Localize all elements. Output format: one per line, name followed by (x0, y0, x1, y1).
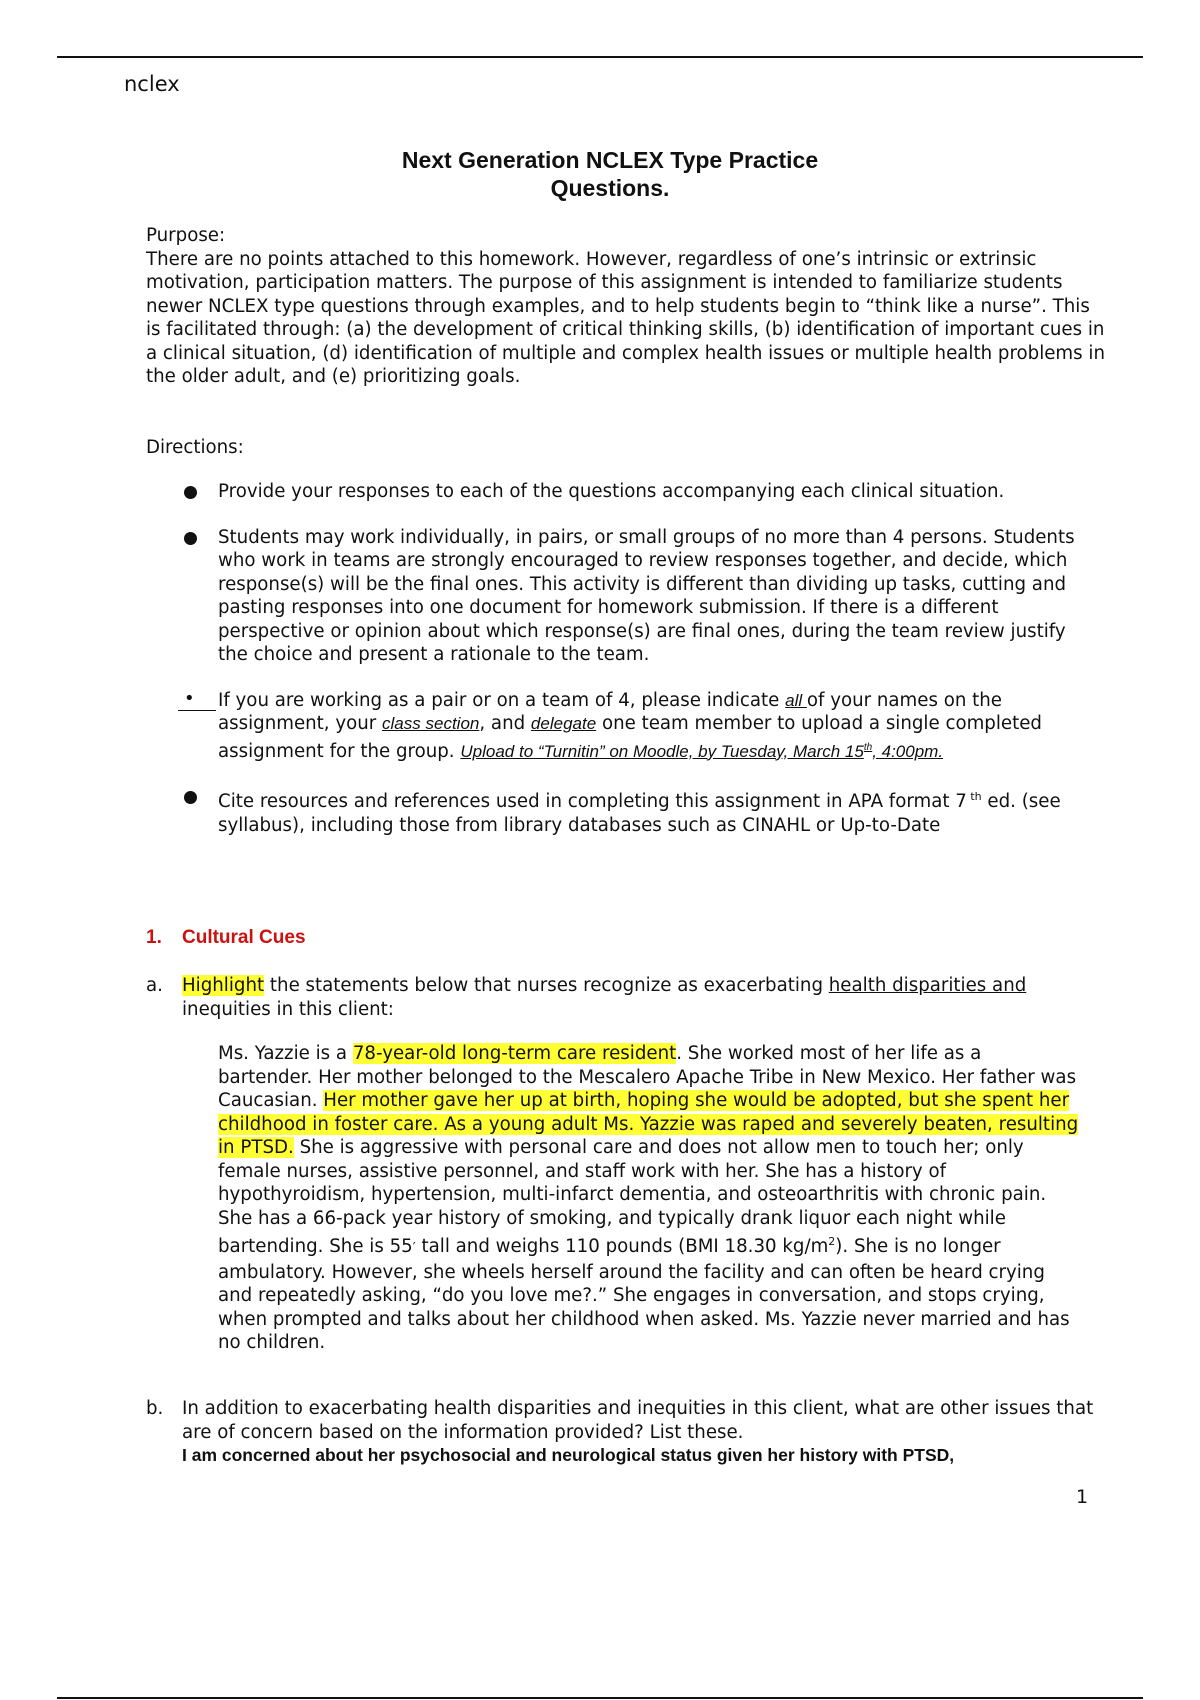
bottom-rule (57, 1697, 1143, 1699)
bullet-icon (184, 486, 197, 499)
directions-list (180, 480, 1100, 859)
prime-mark: ′ (412, 1241, 416, 1257)
emphasis-delegate: delegate (530, 714, 597, 733)
purpose-section (146, 224, 1106, 389)
bullet-text: Provide your responses to each of the questions accompanying each clinical situation. (218, 481, 1005, 502)
case-text: She is aggressive with personal care and does not allow men to touch her; only female nurses, assistive personnel, and staff work with her. She has a history of hypothyroidism, hypertension, multi-infarct dementia, and osteoarthritis with chronic pain. She has a 66-pack year history of smoking, and typically drank liquor each night while bartending. She is 55 (218, 1137, 1047, 1258)
directions-label: Directions: (146, 437, 244, 458)
question-b (146, 1397, 1106, 1468)
question-text: In addition to exacerbating health disparities and inequities in this client, what are other issues that are of concern based on the information provided? List these. (182, 1398, 1094, 1443)
highlighted-text: Highlight (182, 975, 265, 996)
upload-time: , 4:00pm. (872, 741, 944, 761)
bullet-text-part: , and (479, 713, 531, 734)
superscript-th: th (966, 790, 982, 804)
underlined-text: health disparities and (828, 975, 1027, 996)
case-text: ). She is no longer ambulatory. However, she wheels herself around the facility and can often be heard crying and repeatedly asking, “do you love me?.” She engages in conversation, and stops crying, when prompted and talks about her childhood when asked. Ms. Yazzie never married and has no children. (218, 1236, 1070, 1354)
section-title: Cultural Cues (182, 927, 306, 948)
question-text-part: the statements below that nurses recognize as exacerbating (264, 975, 829, 996)
upload-instructions: Upload to “Turnitin” on Moodle, by Tuesday, March 15 (460, 741, 864, 761)
document-title (260, 146, 960, 202)
case-study (218, 1042, 1080, 1355)
emphasis-all: all (785, 690, 807, 710)
header-text: nclex (124, 72, 180, 96)
question-a (146, 974, 1106, 1021)
superscript-th: th (863, 741, 873, 753)
bullet-icon (184, 532, 197, 545)
bullet-text-part: If you are working as a pair or on a team of 4, please indicate (218, 689, 786, 711)
section-number: 1. (146, 927, 162, 948)
question-text (182, 974, 1106, 1021)
answer-text: I am concerned about her psychosocial and neurological status given her history with PTSD, (182, 1445, 955, 1465)
bullet-text-part: ed. (see syllabus), including those from library databases such as CINAHL or Up-to-Date (218, 791, 1061, 836)
page-number: 1 (1076, 1486, 1089, 1508)
case-text: Ms. Yazzie is a (218, 1043, 353, 1064)
emphasis-class-section: class section (382, 714, 480, 733)
case-text: tall and weighs 110 pounds (BMI 18.30 kg/m (415, 1236, 829, 1258)
question-text-part: inequities in this client: (182, 998, 394, 1020)
bullet-icon (184, 791, 197, 804)
bullet-text-part: Cite resources and references used in completing this assignment in APA format 7 (218, 791, 967, 813)
top-rule (57, 56, 1143, 58)
highlighted-text: 78-year-old long-term care resident (352, 1043, 677, 1064)
bullet-text-part: one team member to upload a single completed assignment for the group. (218, 713, 1042, 762)
highlighted-text: Her mother gave her up at birth, hoping she would be adopted, but she spent her childhood in foster care. As a young adult Ms. Yazzie was raped and severely beaten, resulting in PTSD. (218, 1090, 1079, 1158)
purpose-label: Purpose: (146, 225, 226, 246)
title-line-1: Next Generation NCLEX Type Practice (401, 147, 819, 173)
question-label: b. (146, 1398, 164, 1419)
list-item (180, 689, 1100, 764)
list-item (180, 480, 1100, 504)
title-line-2: Questions. (550, 175, 670, 201)
section-heading (146, 927, 306, 949)
purpose-text: There are no points attached to this homework. However, regardless of one’s intrinsic or extrinsic motivation, participation matters. The purpose of this assignment is intended to familiarize students newer NCLEX type questions through examples, and to help students begin to “think like a nurse”. This is facilitated through: (a) the development of critical thinking skills, (b) identification of important cues in a clinical situation, (d) identification of multiple and complex health issues or multiple health problems in the older adult, and (e) prioritizing goals. (146, 248, 1105, 387)
bullet-text: Students may work individually, in pairs, or small groups of no more than 4 persons. Students who work in teams are strongly encouraged to review responses together, and decide, which response(s) will be the final ones. This activity is different than dividing up tasks, cutting and pasting responses into one document for homework submission. If there is a different perspective or opinion about which response(s) are final ones, during the team review justify the choice and present a rationale to the team. (218, 526, 1075, 665)
list-item (180, 785, 1100, 837)
list-item (180, 526, 1100, 667)
superscript-2: 2 (828, 1235, 836, 1248)
case-text: . She worked most of her life as a bartender. Her mother belonged to the Mescalero Apache Tribe in New Mexico. Her father was Caucasian. (218, 1043, 1077, 1111)
bullet-icon: • (178, 689, 216, 711)
bullet-text-part: of your names on the assignment, your (218, 689, 1002, 734)
question-label: a. (146, 975, 163, 996)
